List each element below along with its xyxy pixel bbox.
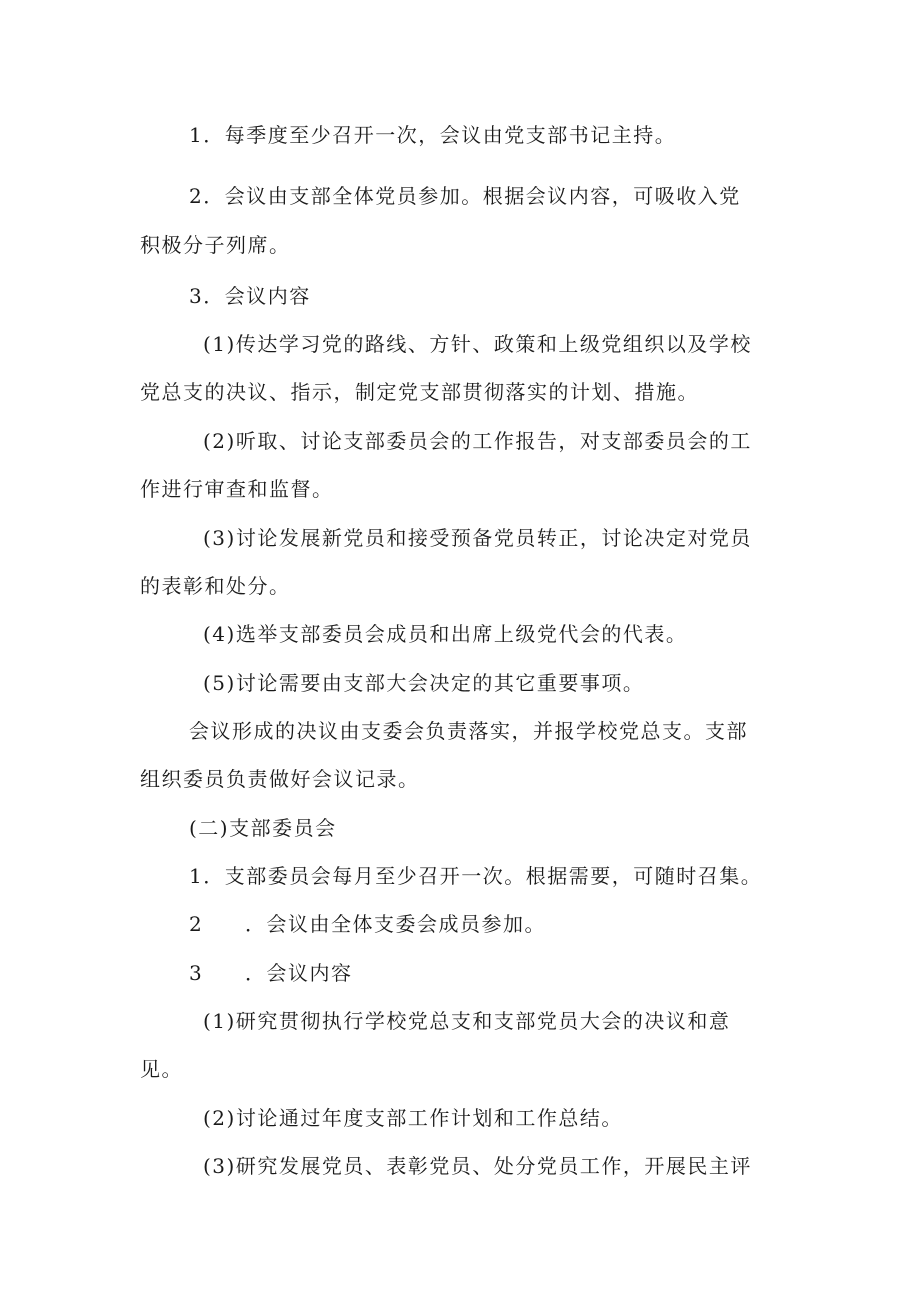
list-text: ．会议内容 xyxy=(245,961,353,985)
list-number: 3 xyxy=(189,961,204,985)
paragraph-line: 党总支的决议、指示，制定党支部贯彻落实的计划、措施。 xyxy=(140,380,699,404)
paragraph-line: (2)听取、讨论支部委员会的工作报告，对支部委员会的工 xyxy=(203,429,752,453)
paragraph-line xyxy=(189,961,849,985)
paragraph-line: (5)讨论需要由支部大会决定的其它重要事项。 xyxy=(203,671,645,695)
paragraph-line: (4)选举支部委员会成员和出席上级党代会的代表。 xyxy=(203,622,688,646)
list-text: ．会议由全体支委会成员参加。 xyxy=(245,912,546,936)
paragraph-line: 见。 xyxy=(140,1057,183,1081)
paragraph-line xyxy=(189,912,849,936)
paragraph-line: 1．每季度至少召开一次，会议由党支部书记主持。 xyxy=(189,123,677,147)
paragraph-line: 积极分子列席。 xyxy=(140,233,291,257)
paragraph-line: 的表彰和处分。 xyxy=(140,574,291,598)
paragraph-line: (3)讨论发展新党员和接受预备党员转正，讨论决定对党员 xyxy=(203,526,752,550)
paragraph-line: 组织委员负责做好会议记录。 xyxy=(140,767,420,791)
paragraph-line: (3)研究发展党员、表彰党员、处分党员工作，开展民主评 xyxy=(203,1154,752,1178)
paragraph-line: (1)传达学习党的路线、方针、政策和上级党组织以及学校 xyxy=(203,332,752,356)
paragraph-line: 会议形成的决议由支委会负责落实，并报学校党总支。支部 xyxy=(189,719,748,743)
list-number: 2 xyxy=(189,912,204,936)
paragraph-line: 1．支部委员会每月至少召开一次。根据需要，可随时召集。 xyxy=(189,864,763,888)
paragraph-line: 3．会议内容 xyxy=(189,284,311,308)
paragraph-line: (1)研究贯彻执行学校党总支和支部党员大会的决议和意 xyxy=(203,1009,731,1033)
paragraph-line: 作进行审查和监督。 xyxy=(140,477,334,501)
paragraph-line: (2)讨论通过年度支部工作计划和工作总结。 xyxy=(203,1106,623,1130)
section-heading: (二)支部委员会 xyxy=(189,816,337,840)
paragraph-line: 2．会议由支部全体党员参加。根据会议内容，可吸收入党 xyxy=(189,184,741,208)
